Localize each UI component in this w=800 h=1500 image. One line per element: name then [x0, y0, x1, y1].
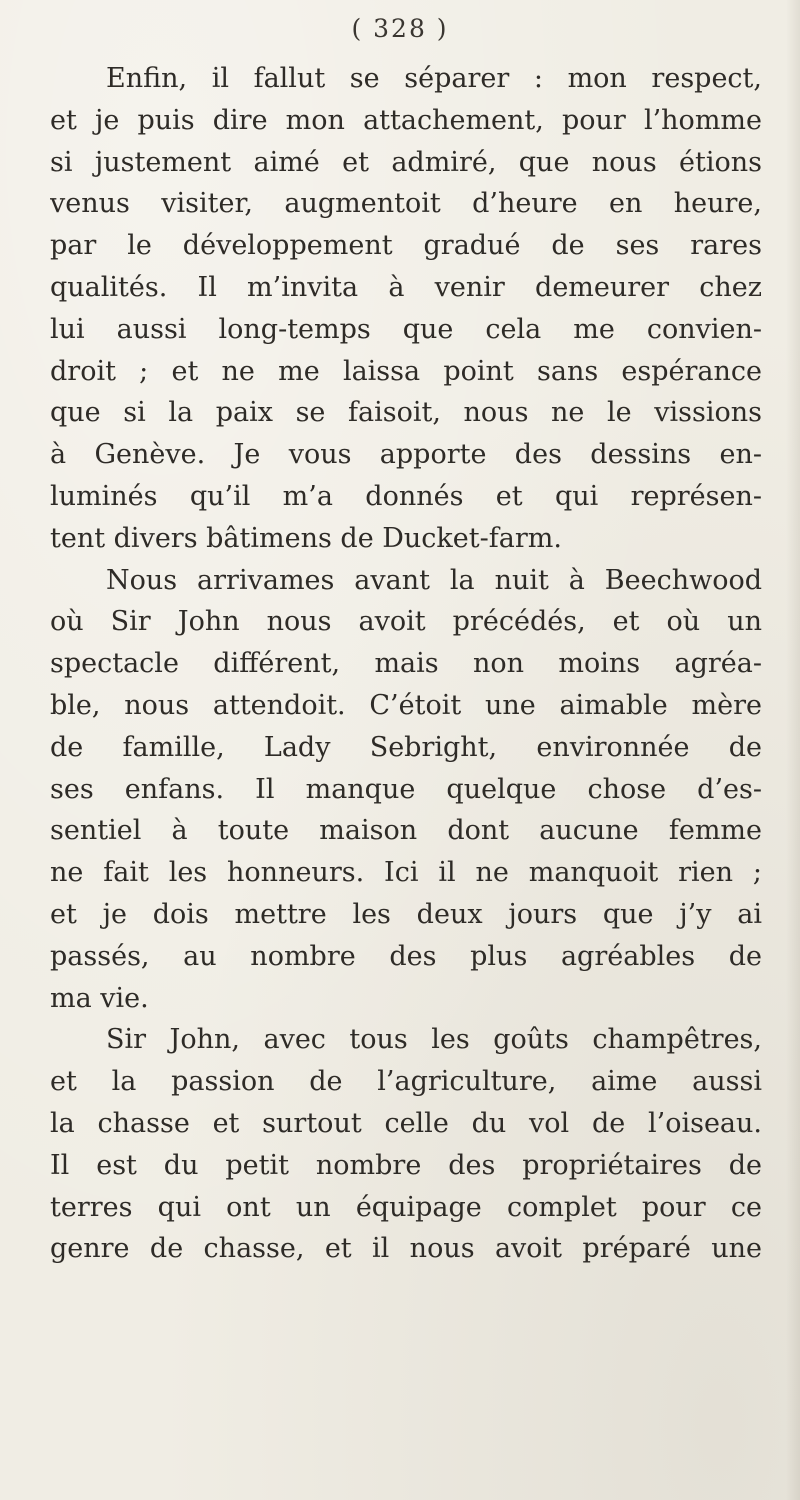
text-line: genre de chasse, et il nous avoit préparé une: [50, 1233, 762, 1265]
text-line: la chasse et surtout celle du vol de l’oiseau.: [50, 1107, 762, 1139]
body-text: [50, 58, 762, 1270]
text-line: Sir John, avec tous les goûts champêtres,: [106, 1024, 762, 1056]
text-line: Nous arrivames avant la nuit à Beechwood: [106, 564, 762, 596]
text-line: de famille, Lady Sebright, environnée de: [50, 731, 762, 763]
text-line: lui aussi long-temps que cela me convien-: [50, 313, 762, 345]
text-line: ses enfans. Il manque quelque chose d’es-: [50, 773, 762, 805]
text-line: où Sir John nous avoit précédés, et où un: [50, 606, 762, 638]
text-line: luminés qu’il m’a donnés et qui représen-: [50, 480, 762, 512]
text-line: ble, nous attendoit. C’étoit une aimable mère: [50, 689, 762, 721]
text-line: droit ; et ne me laissa point sans espérance: [50, 355, 762, 387]
text-line: que si la paix se faisoit, nous ne le vissions: [50, 397, 762, 429]
text-line: à Genève. Je vous apporte des dessins en-: [50, 439, 762, 471]
text-line: et je puis dire mon attachement, pour l’homme: [50, 104, 762, 136]
text-line: par le développement gradué de ses rares: [50, 230, 762, 262]
text-line: et je dois mettre les deux jours que j’y ai: [50, 898, 762, 930]
text-line: ma vie.: [50, 982, 149, 1014]
text-line: sentiel à toute maison dont aucune femme: [50, 815, 762, 847]
page-number: ( 328 ): [351, 14, 449, 43]
page-edge-shadow: [786, 0, 800, 1500]
text-line: venus visiter, augmentoit d’heure en heure,: [50, 188, 762, 220]
text-line: Enfin, il fallut se séparer : mon respect,: [106, 63, 762, 94]
text-line: et la passion de l’agriculture, aime aussi: [50, 1066, 762, 1098]
text-line: passés, au nombre des plus agréables de: [50, 940, 762, 972]
text-line: qualités. Il m’invita à venir demeurer chez: [50, 271, 762, 303]
text-line: spectacle différent, mais non moins agréa-: [50, 648, 762, 680]
text-line: tent divers bâtimens de Ducket-farm.: [50, 522, 562, 554]
text-line: Il est du petit nombre des propriétaires de: [50, 1149, 762, 1181]
text-line: terres qui ont un équipage complet pour ce: [50, 1191, 762, 1223]
text-line: ne fait les honneurs. Ici il ne manquoit rien ;: [50, 857, 762, 889]
text-line: si justement aimé et admiré, que nous étions: [50, 146, 762, 178]
